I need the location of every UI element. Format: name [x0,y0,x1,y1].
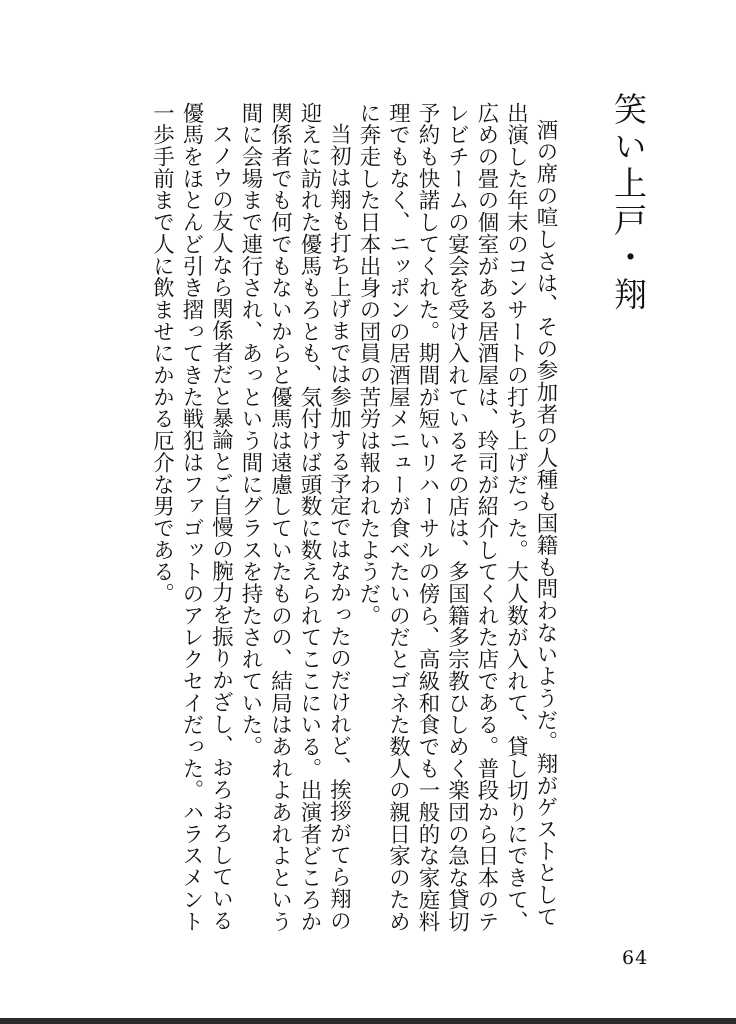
page-number: 64 [622,947,649,969]
paragraph-2: 当初は翔も打ち上げまでは参加する予定ではなかったのだけれど、挨拶がてら翔の迎えに訪れた優馬もろとも、気付けば頭数に数えられてここにいる。出演者どころか関係者でも何でもないからと優馬は遠慮していたものの、結局はあれよあれよという間に会場まで連行され、あっという間にグラスを持たされていた。 [238,102,352,933]
body-text [118,102,560,942]
paragraph-1: 酒の席の喧しさは、その参加者の人種も国籍も問わないようだ。翔がゲストとして出演した年末のコンサートの打ち上げだった。大人数が入れて、貸し切りにできて、広めの畳の個室がある居酒屋は、玲司が紹介してくれた店である。普段から日本のテレビチームの宴会を受け入れているその店は、多国籍多宗教ひしめく楽団の急な貸切予約も快諾してくれた。期間が短いリハーサルの傍ら、高級和食でも一般的な家庭料理でもなく、ニッポンの居酒屋メニューが食べたいのだとゴネた数人の親日家のために奔走した日本出身の団員の苦労は報われたようだ。 [356,102,558,933]
bottom-edge-rule [0,1018,736,1024]
paragraph-3: スノウの友人なら関係者だと暴論とご自慢の腕力を振りかざし、おろおろしている優馬をほとんど引き摺ってきた戦犯はファゴットのアレクセイだった。ハラスメント一歩手前まで人に飲ませにかかる厄介な男である。 [149,102,234,933]
running-title: 笑い上戸・翔 [609,92,648,314]
